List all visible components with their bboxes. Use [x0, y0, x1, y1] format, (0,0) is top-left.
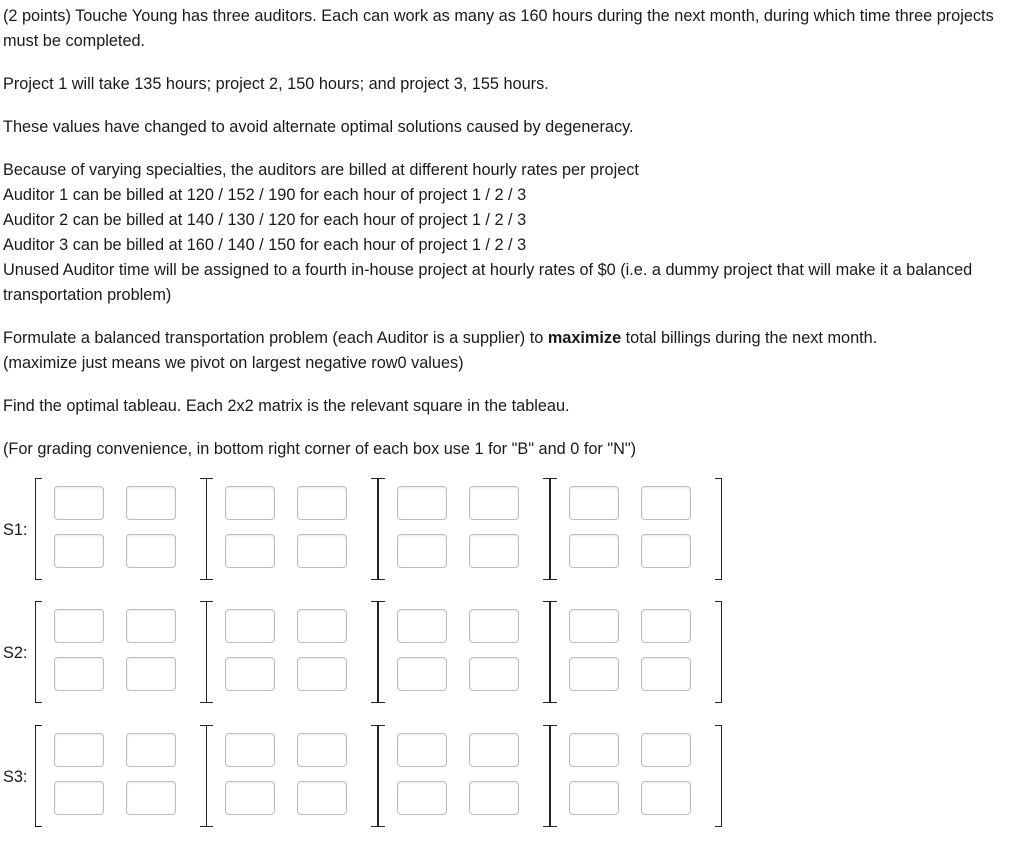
left-bracket — [378, 725, 385, 827]
left-bracket — [206, 601, 213, 703]
matrix-cell-bottom-right-input[interactable] — [469, 657, 519, 691]
matrix-cell-top-left-input[interactable] — [569, 486, 619, 520]
matrix-cell-top-left-input[interactable] — [225, 486, 275, 520]
rate-line-auditor-3: Auditor 3 can be billed at 160 / 140 / 150 for each hour of project 1 / 2 / 3 — [3, 236, 527, 254]
matrix-cell-top-right-input[interactable] — [297, 486, 347, 520]
matrix-cell-bottom-left-input[interactable] — [225, 657, 275, 691]
matrix-s2-3 — [378, 601, 550, 701]
formulate-text-post: total billings during the next month. — [621, 329, 878, 347]
rates-intro: Because of varying specialties, the auditors are billed at different hourly rates per project — [3, 161, 639, 179]
rates-paragraph — [3, 158, 1021, 308]
matrix-cell-bottom-left-input[interactable] — [397, 534, 447, 568]
left-bracket — [35, 478, 42, 580]
right-bracket — [371, 725, 378, 827]
left-bracket — [206, 478, 213, 580]
matrix-s1-4 — [550, 478, 722, 578]
matrix-s3-3 — [378, 725, 550, 825]
matrix-cell-top-left-input[interactable] — [397, 486, 447, 520]
matrix-s2-2 — [206, 601, 378, 701]
formulate-text-pre: Formulate a balanced transportation problem (each Auditor is a supplier) to — [3, 329, 548, 347]
left-bracket — [378, 601, 385, 703]
matrix-cell-top-right-input[interactable] — [469, 609, 519, 643]
right-bracket — [715, 725, 722, 827]
matrix-s3-1 — [35, 725, 207, 825]
matrix-cell-bottom-left-input[interactable] — [54, 781, 104, 815]
matrix-cell-bottom-right-input[interactable] — [297, 781, 347, 815]
matrix-cell-bottom-left-input[interactable] — [54, 534, 104, 568]
changed-note: These values have changed to avoid alternate optimal solutions caused by degeneracy. — [3, 118, 634, 136]
formulate-paragraph — [3, 326, 1021, 376]
matrix-cell-bottom-left-input[interactable] — [225, 534, 275, 568]
matrix-s1-3 — [378, 478, 550, 578]
right-bracket — [715, 478, 722, 580]
matrix-cell-top-right-input[interactable] — [297, 609, 347, 643]
left-bracket — [550, 478, 557, 580]
right-bracket — [543, 601, 550, 703]
matrix-cell-bottom-right-input[interactable] — [469, 534, 519, 568]
right-bracket — [543, 478, 550, 580]
row-label: S3: — [3, 768, 28, 786]
row-label: S2: — [3, 644, 28, 662]
left-bracket — [550, 601, 557, 703]
matrix-cell-top-left-input[interactable] — [54, 609, 104, 643]
matrix-row-s3 — [0, 725, 720, 835]
matrix-cell-top-left-input[interactable] — [397, 609, 447, 643]
matrix-cell-top-left-input[interactable] — [225, 609, 275, 643]
find-tableau-paragraph: Find the optimal tableau. Each 2x2 matrix is the relevant square in the tableau. — [3, 397, 570, 415]
maximize-bold: maximize — [547, 329, 622, 347]
matrix-cell-bottom-right-input[interactable] — [641, 534, 691, 568]
left-bracket — [206, 725, 213, 827]
matrix-s1-1 — [35, 478, 207, 578]
matrix-cell-top-right-input[interactable] — [469, 486, 519, 520]
matrix-cell-bottom-right-input[interactable] — [126, 781, 176, 815]
matrix-cell-bottom-left-input[interactable] — [397, 657, 447, 691]
left-bracket — [378, 478, 385, 580]
matrix-cell-top-right-input[interactable] — [469, 733, 519, 767]
matrix-row-s2 — [0, 601, 720, 711]
matrix-cell-top-left-input[interactable] — [54, 486, 104, 520]
row-label: S1: — [3, 521, 28, 539]
grading-note: (For grading convenience, in bottom right corner of each box use 1 for "B" and 0 for "N") — [3, 440, 637, 458]
rate-line-auditor-1: Auditor 1 can be billed at 120 / 152 / 190 for each hour of project 1 / 2 / 3 — [3, 186, 527, 204]
matrix-cell-top-right-input[interactable] — [297, 733, 347, 767]
matrix-s2-4 — [550, 601, 722, 701]
matrix-s1-2 — [206, 478, 378, 578]
matrix-cell-bottom-left-input[interactable] — [569, 657, 619, 691]
matrix-cell-top-right-input[interactable] — [126, 733, 176, 767]
matrix-cell-top-left-input[interactable] — [569, 733, 619, 767]
left-bracket — [35, 725, 42, 827]
matrix-row-s1 — [0, 478, 720, 588]
right-bracket — [371, 601, 378, 703]
question-text — [3, 4, 1021, 480]
matrix-cell-top-right-input[interactable] — [641, 733, 691, 767]
matrix-cell-top-left-input[interactable] — [569, 609, 619, 643]
right-bracket — [371, 478, 378, 580]
matrix-cell-bottom-right-input[interactable] — [641, 657, 691, 691]
right-bracket — [715, 601, 722, 703]
left-bracket — [35, 601, 42, 703]
projects-paragraph: Project 1 will take 135 hours; project 2, 150 hours; and project 3, 155 hours. — [3, 75, 549, 93]
matrix-cell-bottom-right-input[interactable] — [297, 534, 347, 568]
matrix-cell-top-right-input[interactable] — [126, 609, 176, 643]
intro-paragraph: (2 points) Touche Young has three auditors. Each can work as many as 160 hours during the next month, during which time three projects must be completed. — [3, 7, 994, 50]
matrix-cell-bottom-right-input[interactable] — [126, 657, 176, 691]
matrix-cell-bottom-right-input[interactable] — [641, 781, 691, 815]
unused-time-note: Unused Auditor time will be assigned to a fourth in-house project at hourly rates of $0 (i.e. a dummy project that will make it a balanced transportation problem) — [3, 261, 973, 304]
left-bracket — [550, 725, 557, 827]
matrix-cell-bottom-right-input[interactable] — [297, 657, 347, 691]
matrix-cell-top-right-input[interactable] — [126, 486, 176, 520]
right-bracket — [543, 725, 550, 827]
matrix-cell-top-left-input[interactable] — [397, 733, 447, 767]
matrix-cell-bottom-right-input[interactable] — [469, 781, 519, 815]
matrix-cell-top-left-input[interactable] — [225, 733, 275, 767]
matrix-cell-bottom-left-input[interactable] — [397, 781, 447, 815]
matrix-cell-bottom-right-input[interactable] — [126, 534, 176, 568]
matrix-cell-top-right-input[interactable] — [641, 486, 691, 520]
matrix-cell-bottom-left-input[interactable] — [54, 657, 104, 691]
matrix-cell-bottom-left-input[interactable] — [569, 534, 619, 568]
maximize-note: (maximize just means we pivot on largest negative row0 values) — [3, 354, 464, 372]
matrix-cell-top-left-input[interactable] — [54, 733, 104, 767]
matrix-s2-1 — [35, 601, 207, 701]
matrix-cell-bottom-left-input[interactable] — [569, 781, 619, 815]
matrix-s3-4 — [550, 725, 722, 825]
rate-line-auditor-2: Auditor 2 can be billed at 140 / 130 / 120 for each hour of project 1 / 2 / 3 — [3, 211, 527, 229]
matrix-cell-top-right-input[interactable] — [641, 609, 691, 643]
matrix-cell-bottom-left-input[interactable] — [225, 781, 275, 815]
matrix-s3-2 — [206, 725, 378, 825]
